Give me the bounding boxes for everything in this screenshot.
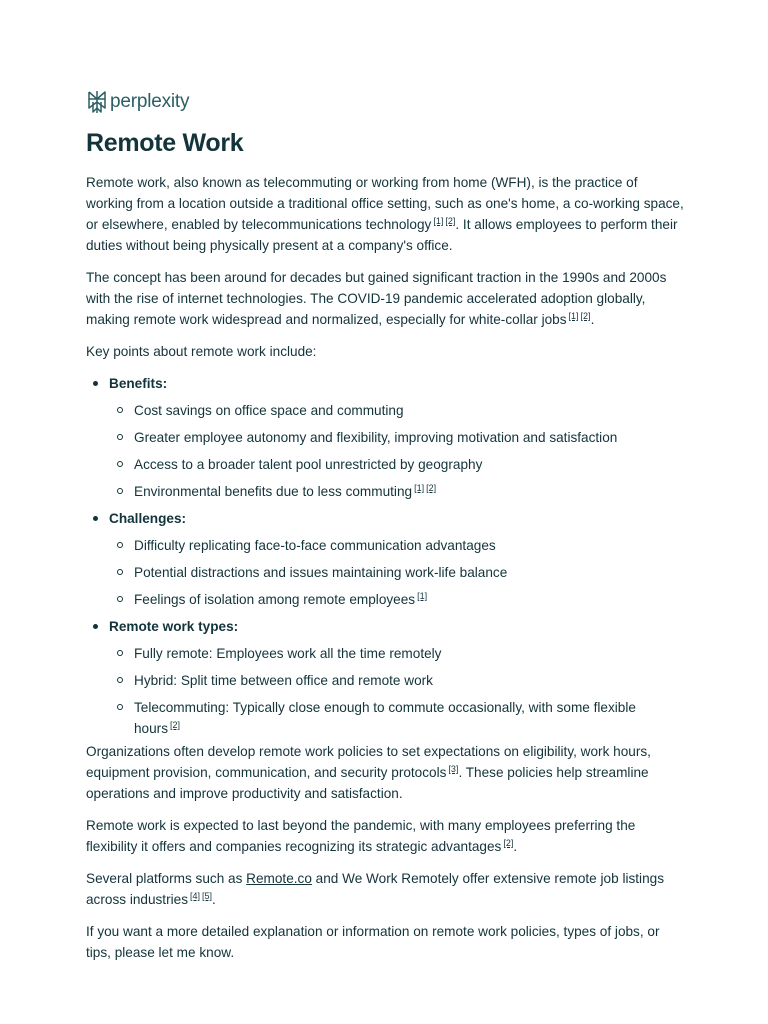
citation[interactable]: [2] (580, 311, 591, 321)
list-item (109, 562, 686, 583)
paragraph-intro (86, 172, 686, 256)
paragraph-platforms (86, 868, 686, 910)
perplexity-logo[interactable] (86, 88, 686, 116)
brand-name: perplexity (110, 91, 190, 112)
list-item-benefits (86, 373, 686, 502)
section-heading: Benefits: (109, 376, 168, 391)
citation[interactable]: [4] (190, 891, 201, 901)
list-item-text: Cost savings on office space and commuting (134, 403, 404, 418)
list-item-text: Difficulty replicating face-to-face communication advantages (134, 538, 496, 553)
paragraph-text: . (513, 839, 518, 854)
section-heading: Remote work types: (109, 619, 239, 634)
list-item-text: Feelings of isolation among remote employees (134, 592, 416, 607)
paragraph-text: . (590, 312, 595, 327)
paragraph-text: Remote work is expected to last beyond the pandemic, with many employees preferring the flexibility it offers and companies recognizing its strategic advantages (86, 818, 636, 854)
list-item (109, 427, 686, 448)
list-item (109, 400, 686, 421)
list-item (109, 670, 686, 691)
paragraph-text: and We Work Remotely offer extensive remote job listings across industries (86, 871, 664, 907)
paragraph-text: The concept has been around for decades but gained significant traction in the 1990s and 2000s with the rise of internet technologies. The COVID-19 pandemic accelerated adoption globally, making remote work widespread and normalized, especially for white-collar jobs (86, 270, 667, 327)
section-heading: Challenges: (109, 511, 187, 526)
citation[interactable]: [2] (170, 720, 181, 730)
sub-list (109, 400, 686, 502)
paragraph-text: Organizations often develop remote work policies to set expectations on eligibility, work hours, equipment provision, communication, and security protocols (86, 744, 651, 780)
citation[interactable]: [1] (568, 311, 579, 321)
citation[interactable]: [2] (426, 483, 437, 493)
perplexity-logo-icon (86, 90, 108, 114)
list-item (109, 454, 686, 475)
list-item-types (86, 616, 686, 739)
list-item-challenges (86, 508, 686, 610)
list-item-text: Potential distractions and issues maintaining work-life balance (134, 565, 508, 580)
list-item (109, 589, 686, 610)
paragraph-key-points: Key points about remote work include: (86, 344, 317, 359)
paragraph-text: . These policies help streamline operations and improve productivity and satisfaction. (86, 765, 649, 801)
paragraph-text: Several platforms such as (86, 871, 247, 886)
list-item (109, 643, 686, 664)
citation[interactable]: [2] (503, 838, 514, 848)
key-points-list (86, 373, 686, 739)
paragraph-history (86, 267, 686, 330)
list-item-text: Access to a broader talent pool unrestricted by geography (134, 457, 483, 472)
paragraph-text: . (212, 892, 216, 907)
list-item-text: Hybrid: Split time between office and remote work (134, 673, 433, 688)
paragraph-closing: If you want a more detailed explanation or information on remote work policies, types of jobs, or tips, please let me know. (86, 924, 660, 960)
list-item-text: Fully remote: Employees work all the time remotely (134, 646, 442, 661)
citation[interactable]: [1] (414, 483, 425, 493)
list-item (109, 535, 686, 556)
sub-list (109, 643, 686, 739)
list-item-text: Environmental benefits due to less commuting (134, 484, 413, 499)
sub-list (109, 535, 686, 610)
citation[interactable]: [5] (202, 891, 213, 901)
remote-co-link[interactable]: Remote.co (246, 871, 312, 886)
paragraph-future (86, 815, 686, 857)
paragraph-text: Remote work, also known as telecommuting or working from home (WFH), is the practice of working from a location outside a traditional office setting, such as one's home, a co-working space, or elsewhere, enabled by telecommunications technology (86, 175, 684, 232)
citation[interactable]: [3] (448, 764, 459, 774)
citation[interactable]: [2] (445, 216, 456, 226)
citation[interactable]: [1] (433, 216, 444, 226)
list-item (109, 697, 686, 739)
paragraph-text: . It allows employees to perform their duties without being physically present at a company's office. (86, 217, 678, 253)
paragraph-policies (86, 741, 686, 804)
list-item-text: Telecommuting: Typically close enough to commute occasionally, with some flexible hours (134, 700, 636, 736)
list-item (109, 481, 686, 502)
document-page (86, 88, 686, 974)
list-item-text: Greater employee autonomy and flexibility, improving motivation and satisfaction (134, 430, 618, 445)
page-title: Remote Work (86, 129, 244, 157)
citation[interactable]: [1] (417, 591, 428, 601)
